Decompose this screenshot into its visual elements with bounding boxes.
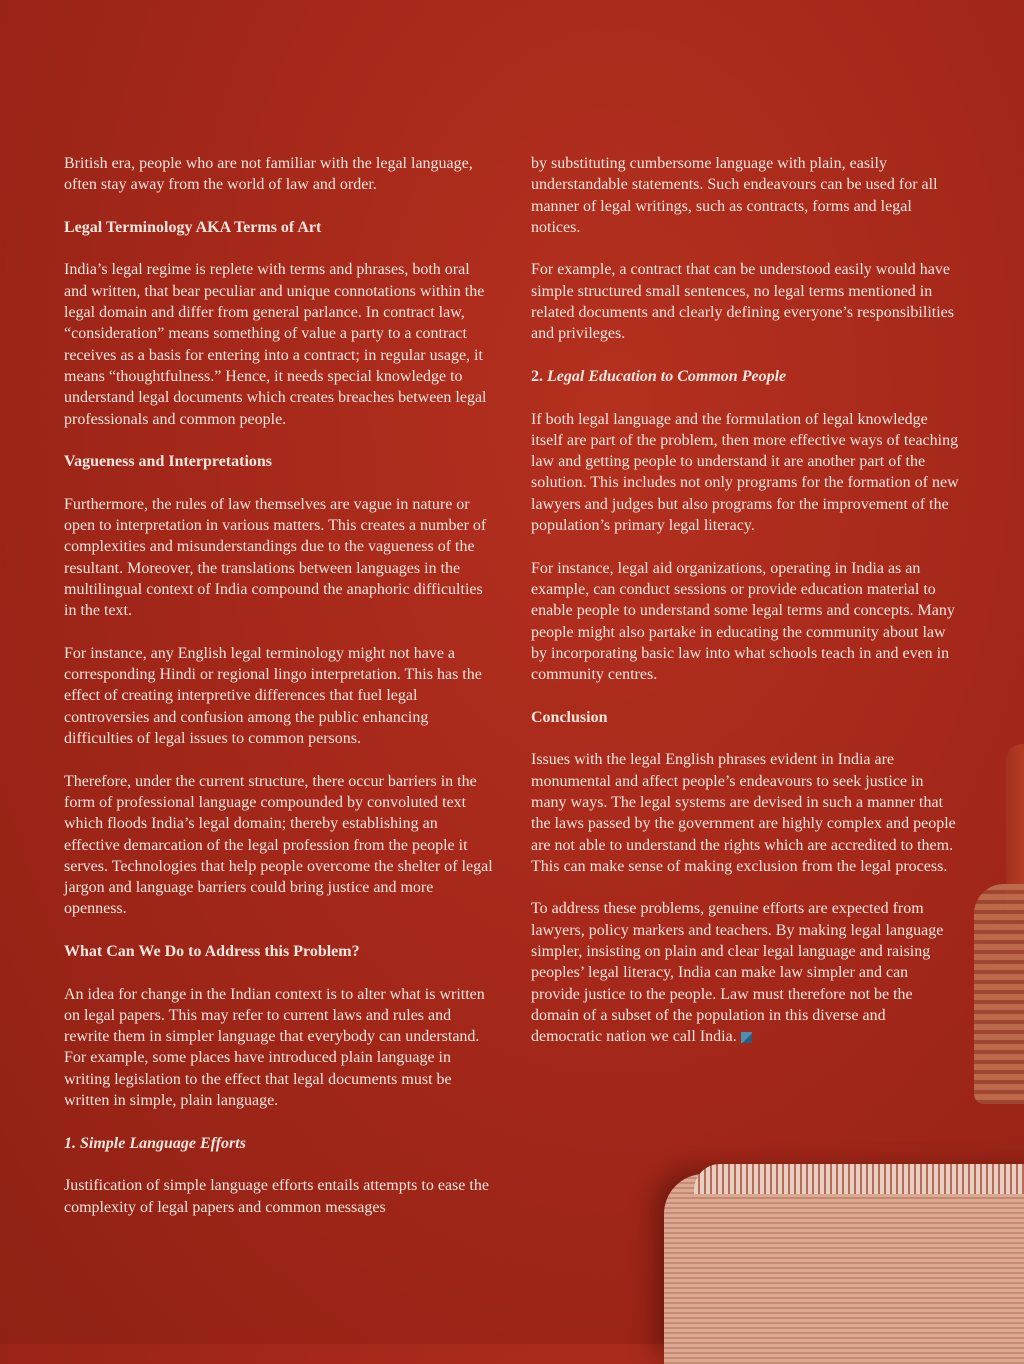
subsection-title: Legal Education to Common People <box>547 367 787 385</box>
section-heading: Conclusion <box>531 708 608 726</box>
paragraph: For instance, any English legal terminology might not have a corresponding Hindi or regional lingo interpretation. This has the effect of creating interpretive differences that fuel legal controversies and confusion among the public enhancing difficulties of legal issues to common persons. <box>64 644 482 748</box>
paragraph: British era, people who are not familiar with the legal language, often stay away from the world of law and order. <box>64 155 473 194</box>
section-heading: Legal Terminology AKA Terms of Art <box>64 218 322 236</box>
subsection-heading <box>531 366 959 387</box>
subsection-heading: 1. Simple Language Efforts <box>64 1134 246 1152</box>
paragraph: Therefore, under the current structure, there occur barriers in the form of professional language compounded by convoluted text which floods India’s legal domain; thereby establishing an effective demarcation of the legal profession from the people it serves. Technologies that help people overcome the shelter of legal jargon and language barriers could bring justice and more openness. <box>64 772 493 918</box>
decorative-book-stack <box>974 884 1024 1104</box>
paragraph: For instance, legal aid organizations, operating in India as an example, can conduct sessions or provide education material to enable people to understand some legal terms and concepts. Many people might also partake in educating the community about law by incorporating basic law into what schools teach in and even in community centres. <box>531 559 955 684</box>
decorative-book-pages <box>664 1174 1024 1364</box>
section-heading: Vagueness and Interpretations <box>64 453 273 471</box>
section-heading: What Can We Do to Address this Problem? <box>64 942 360 960</box>
closing-text: To address these problems, genuine efforts are expected from lawyers, policy markers and teachers. By making legal language simpler, insisting on plain and clear legal language and raising peoples’ legal literacy, India can make law simpler and can provide justice to the people. Law must therefore not be the domain of a subset of the population in this diverse and democratic nation we call India. <box>531 900 944 1046</box>
subsection-number: 2. <box>531 367 547 385</box>
paragraph: For example, a contract that can be understood easily would have simple structured small sentences, no legal terms mentioned in related documents and clearly defining everyone’s responsibilities and privileges. <box>531 261 954 343</box>
paragraph: If both legal language and the formulation of legal knowledge itself are part of the problem, then more effective ways of teaching law and getting people to understand it are another part of the solution. This includes not only programs for the formation of new lawyers and judges but also programs for the improvement of the population’s primary legal literacy. <box>531 410 959 535</box>
paragraph: Justification of simple language efforts entails attempts to ease the complexity of legal papers and common messages <box>64 1177 489 1216</box>
paragraph: Furthermore, the rules of law themselves are vague in nature or open to interpretation in various matters. This creates a number of complexities and misunderstandings due to the vagueness of the resultant. Moreover, the translations between languages in the multilingual context of India compound the anaphoric difficulties in the text. <box>64 495 487 620</box>
right-column <box>531 153 959 1069</box>
paragraph: by substituting cumbersome language with plain, easily understandable statements. Such endeavours can be used for all manner of legal writings, such as contracts, forms and legal notices. <box>531 155 938 236</box>
decorative-book-edge <box>694 1164 1024 1194</box>
left-column <box>64 153 494 1239</box>
paragraph: Issues with the legal English phrases evident in India are monumental and affect people’s endeavours to seek justice in many ways. The legal systems are devised in such a manner that the laws passed by the government are highly complex and people are not able to understand the rights which are accredited to them. This can make sense of making exclusion from the legal process. <box>531 751 956 875</box>
paragraph: An idea for change in the Indian context is to alter what is written on legal papers. This may refer to current laws and rules and rewrite them in simpler language that everybody can understand. For example, some places have introduced plain language in writing legislation to the effect that legal documents must be written in simple, plain language. <box>64 985 485 1110</box>
article-end-icon <box>741 1032 752 1043</box>
paragraph <box>531 898 959 1047</box>
paragraph: India’s legal regime is replete with terms and phrases, both oral and written, that bear peculiar and unique connotations within the legal domain and differ from general parlance. In contract law, “consideration” means something of value a party to a contract receives as a basis for entering into a contract; in regular usage, it means “thoughtfulness.” Hence, it needs special knowledge to understand legal documents which creates breaches between legal professionals and common people. <box>64 261 487 428</box>
